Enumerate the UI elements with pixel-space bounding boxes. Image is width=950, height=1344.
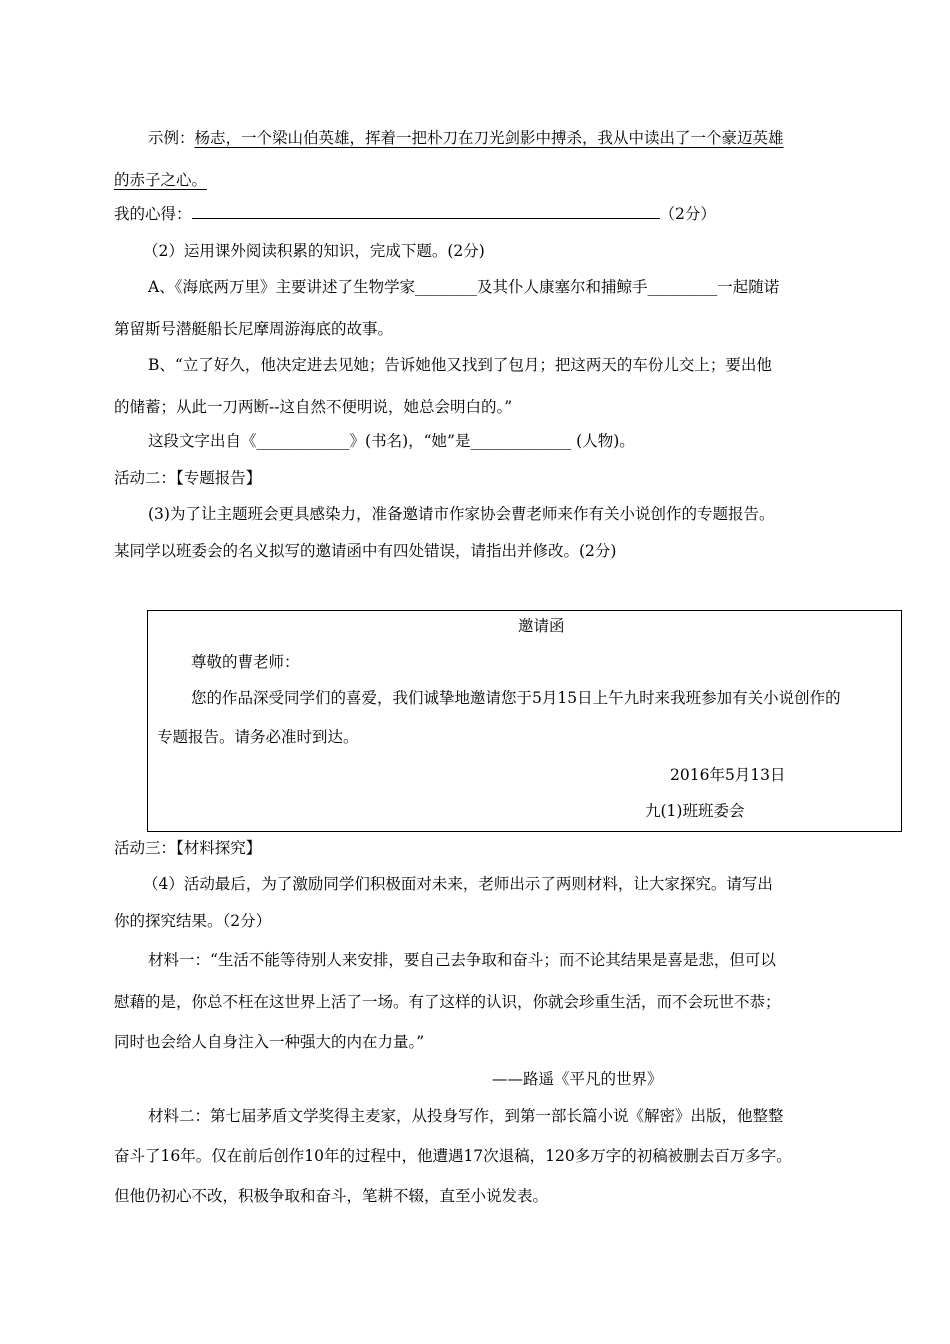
q3-line-2: 某同学以班委会的名义拟写的邀请函中有四处错误，请指出并修改。(2分) bbox=[114, 542, 617, 560]
q2-stem: （2）运用课外阅读积累的知识，完成下题。(2分) bbox=[143, 242, 485, 260]
q2-a-line-1 bbox=[148, 276, 779, 298]
q4-line-1: （4）活动最后，为了激励同学们积极面对未来，老师出示了两则材料，让大家探究。请写出 bbox=[143, 875, 773, 893]
example-line-1 bbox=[148, 127, 784, 149]
q2-b-part3: (人物)。 bbox=[571, 432, 635, 450]
material1-source: ——路遥《平凡的世界》 bbox=[492, 1070, 663, 1088]
q2-a-part2: 及其仆人康塞尔和捕鲸手 bbox=[476, 278, 648, 296]
q2-a-part1: A、《海底两万里》主要讲述了生物学家 bbox=[148, 278, 415, 296]
invitation-title: 邀请函 bbox=[518, 617, 565, 635]
q2-a-blank1[interactable]: ________ bbox=[414, 278, 477, 296]
example-prefix: 示例： bbox=[148, 129, 195, 147]
invitation-date: 2016年5月13日 bbox=[670, 766, 786, 784]
material2-line-3: 但他仍初心不改，积极争取和奋斗，笔耕不辍，直至小说发表。 bbox=[114, 1187, 549, 1205]
my-thoughts-answer-line[interactable] bbox=[192, 204, 660, 219]
q2-a-line-2: 第留斯号潜艇船长尼摩周游海底的故事。 bbox=[114, 320, 394, 338]
q2-a-part3: 一起随诺 bbox=[717, 278, 780, 296]
activity2-title: 活动二：【专题报告】 bbox=[114, 469, 262, 487]
q2-b-blank1[interactable]: ____________ bbox=[256, 432, 350, 450]
example-text-1: 杨志，一个梁山伯英雄，挥着一把朴刀在刀光剑影中搏杀，我从中读出了一个豪迈英雄 bbox=[194, 129, 784, 147]
material2-line-2: 奋斗了16年。仅在前后创作10年的过程中，他遭遇17次退稿，120多万字的初稿被删去百万多字。 bbox=[114, 1147, 792, 1165]
q2-b-part2: 》(书名)，“她”是 bbox=[349, 432, 471, 450]
invitation-body-1: 您的作品深受同学们的喜爱，我们诚挚地邀请您于5月15日上午九时来我班参加有关小说创作的 bbox=[191, 689, 841, 707]
invitation-signature: 九(1)班班委会 bbox=[645, 802, 745, 820]
material1-line-2: 慰藉的是，你总不枉在这世界上活了一场。有了这样的认识，你就会珍重生活，而不会玩世不恭； bbox=[114, 993, 781, 1011]
q3-line-1: (3)为了让主题班会更具感染力，准备邀请市作家协会曹老师来作有关小说创作的专题报告。 bbox=[148, 505, 775, 523]
invitation-body-2: 专题报告。请务必准时到达。 bbox=[157, 728, 359, 746]
invitation-salutation: 尊敬的曹老师： bbox=[191, 653, 300, 671]
my-thoughts-line bbox=[114, 203, 716, 225]
q2-b-part1: 这段文字出自《 bbox=[148, 432, 257, 450]
material2-line-1: 材料二：第七届茅盾文学奖得主麦家，从投身写作，到第一部长篇小说《解密》出版，他整整 bbox=[148, 1107, 784, 1125]
example-text-2: 的赤子之心。 bbox=[114, 171, 208, 189]
my-thoughts-score: （2分） bbox=[659, 205, 716, 223]
q2-b-line-3 bbox=[148, 430, 635, 452]
q2-a-blank2[interactable]: _________ bbox=[647, 278, 718, 296]
q4-line-2: 你的探究结果。（2分） bbox=[114, 912, 272, 930]
q2-b-line-1: B、“立了好久，他决定进去见她；告诉她他又找到了包月；把这两天的车份儿交上；要出他 bbox=[148, 356, 772, 374]
material1-line-1: 材料一：“生活不能等待别人来安排，要自己去争取和奋斗；而不论其结果是喜是悲，但可以 bbox=[148, 951, 776, 969]
q2-b-blank2[interactable]: _____________ bbox=[470, 432, 572, 450]
material1-line-3: 同时也会给人自身注入一种强大的内在力量。” bbox=[114, 1033, 425, 1051]
my-thoughts-label: 我的心得： bbox=[114, 205, 192, 223]
q2-b-line-2: 的储蓄；从此一刀两断--这自然不便明说，她总会明白的。” bbox=[114, 398, 513, 416]
activity3-title: 活动三：【材料探究】 bbox=[114, 839, 262, 857]
invitation-box bbox=[147, 610, 902, 832]
